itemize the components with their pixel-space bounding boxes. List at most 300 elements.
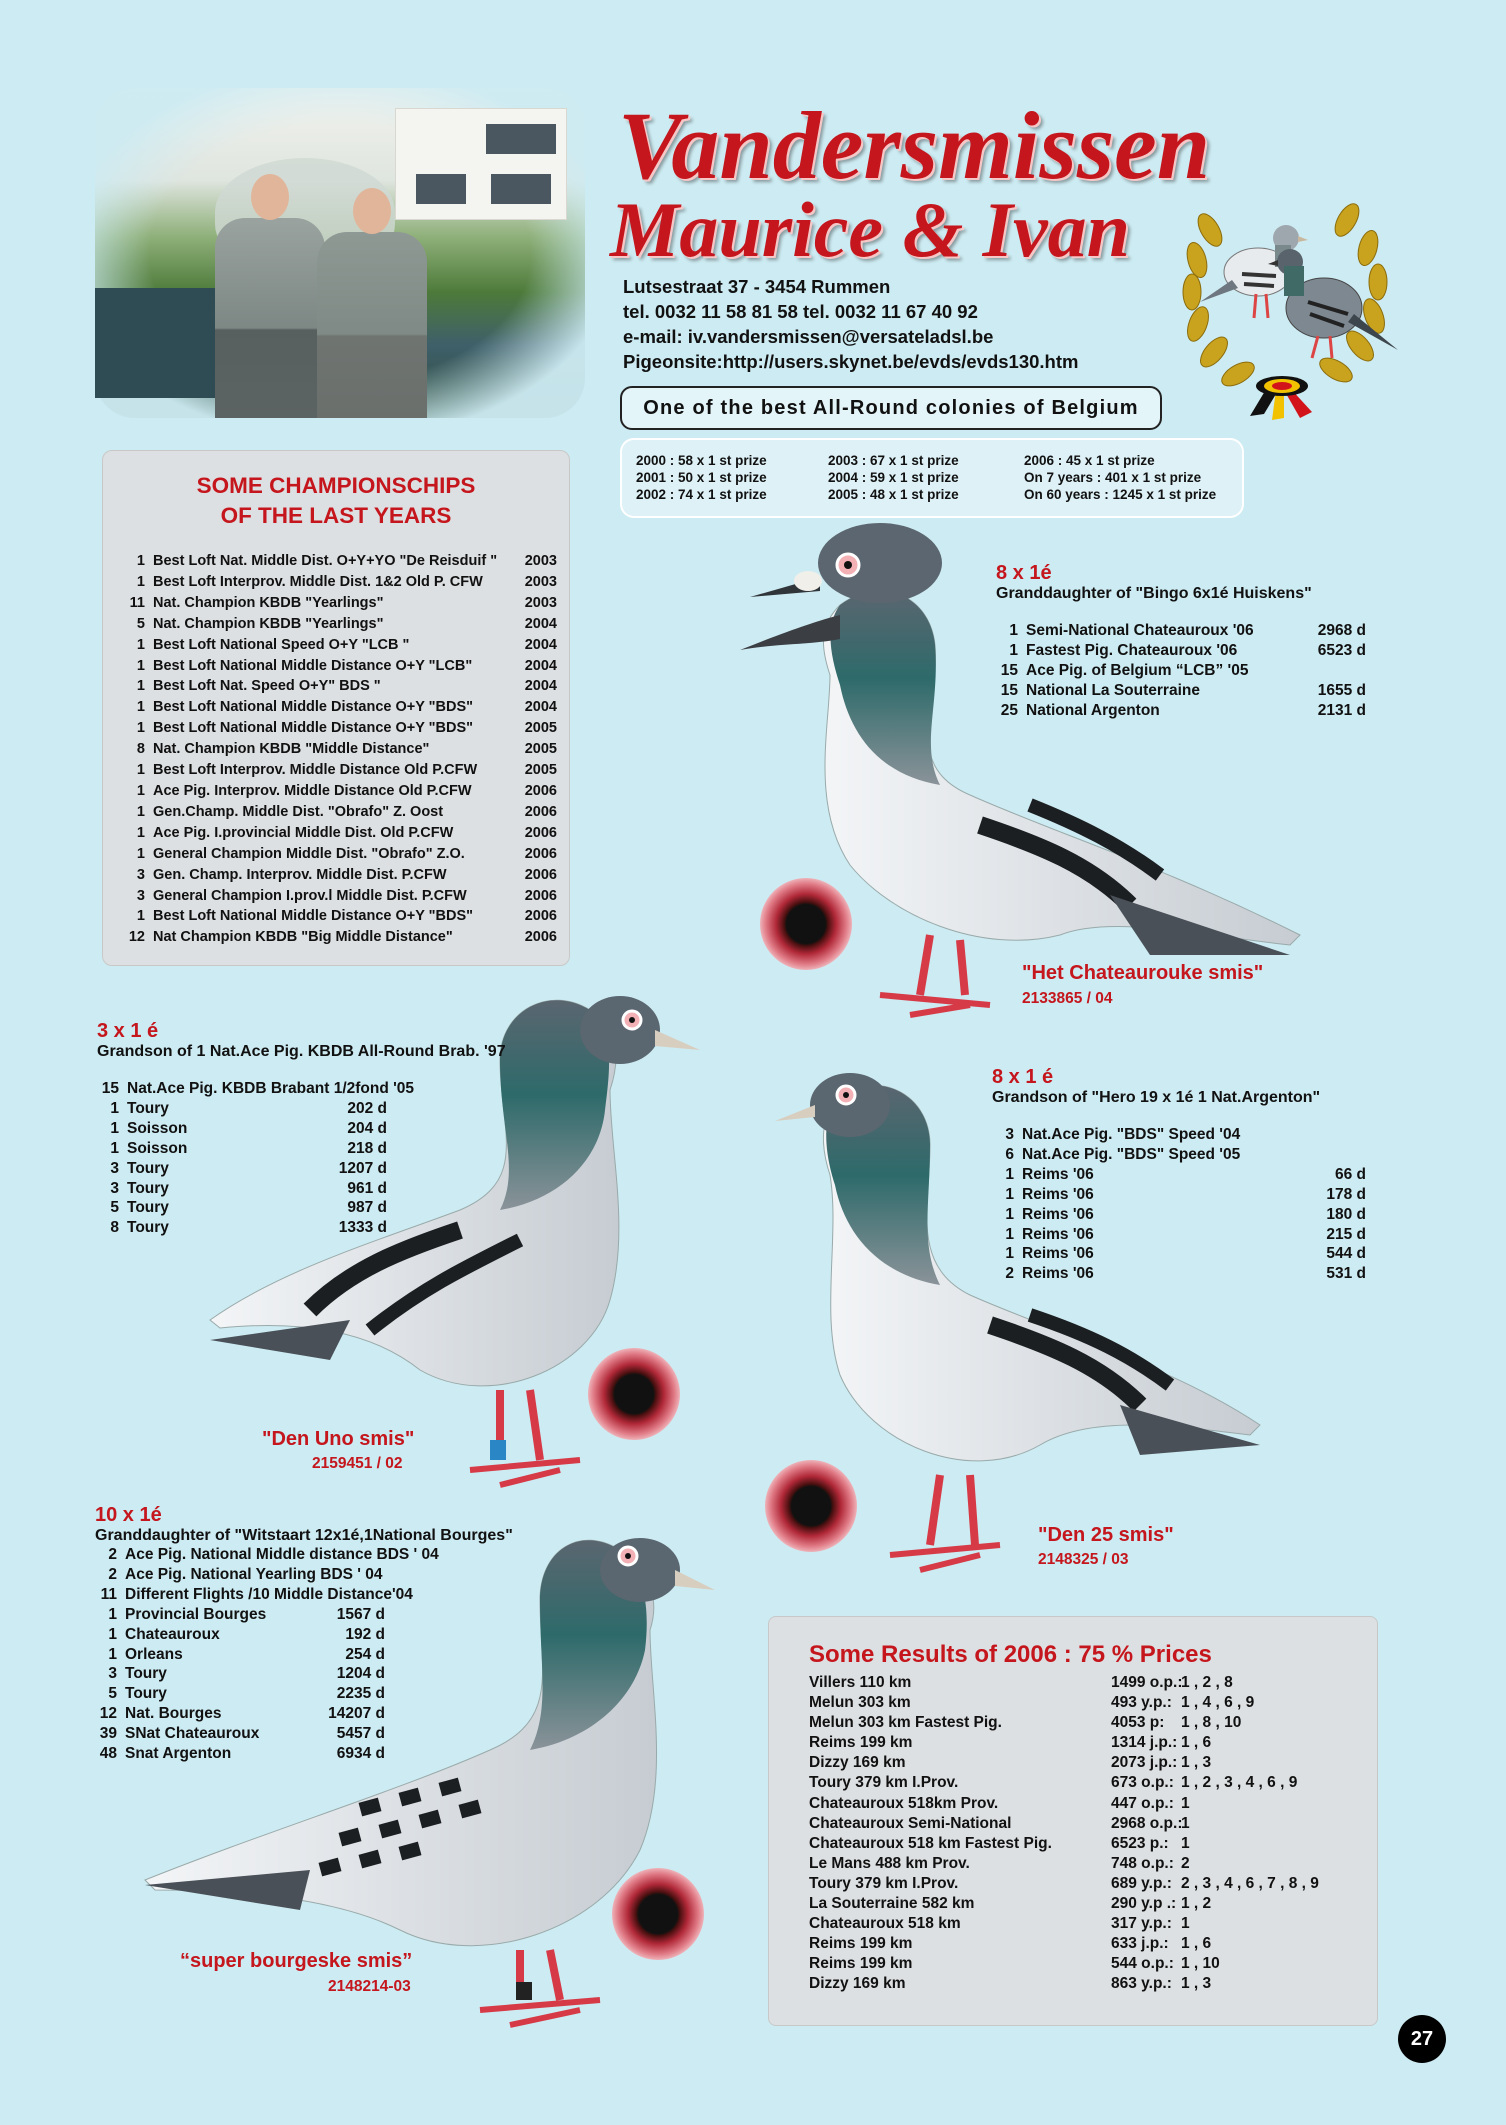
championship-title: Best Loft Nat. Middle Dist. O+Y+YO "De Reisduif " [153, 553, 498, 569]
bird-result-row [95, 1625, 385, 1645]
result-race: Toury [127, 1179, 169, 1197]
bird-result-row [97, 1079, 415, 1099]
result-entries: 14207 d [328, 1705, 385, 1723]
result-rank: 12 [99, 1705, 117, 1723]
result-2006-race: Reims 199 km [809, 1935, 913, 1953]
result-2006-race: La Souterraine 582 km [809, 1895, 975, 1913]
bird-result-row [97, 1119, 387, 1139]
result-2006-entries: 4053 p: [1111, 1714, 1165, 1732]
championship-row [117, 739, 557, 760]
bird-result-row [996, 621, 1366, 641]
result-2006-row [809, 1794, 1369, 1814]
result-2006-race: Le Mans 488 km Prov. [809, 1854, 970, 1872]
result-entries: 215 d [1326, 1225, 1366, 1243]
result-race: Toury [125, 1665, 167, 1683]
result-rank: 1 [1005, 1205, 1014, 1223]
championship-rank: 1 [136, 678, 145, 695]
championship-row [117, 802, 557, 823]
result-2006-entries: 673 o.p.: [1111, 1774, 1174, 1792]
result-2006-row [809, 1894, 1369, 1914]
championships-box [102, 450, 570, 966]
result-2006-row [809, 1753, 1369, 1773]
title-line1: Vandersmissen [618, 92, 1211, 199]
championship-rank: 1 [136, 699, 145, 716]
championship-rank: 12 [128, 929, 145, 946]
result-2006-places: 1 , 8 , 10 [1181, 1714, 1242, 1732]
championship-year: 2005 [524, 762, 557, 779]
person-right [317, 232, 427, 418]
championship-title: Best Loft National Middle Distance O+Y "BDS" [153, 720, 474, 737]
den25-info [992, 1066, 1366, 1284]
bird-result-row [996, 681, 1366, 701]
uno-results [97, 1079, 415, 1238]
den25-ring: 2148325 / 03 [1038, 1551, 1129, 1568]
motto-banner: One of the best All-Round colonies of Belgium [620, 386, 1162, 430]
bird-result-row [95, 1545, 439, 1565]
championship-rank: 1 [136, 824, 145, 841]
result-rank: 1 [108, 1625, 117, 1643]
result-2006-places: 1 [1181, 1794, 1190, 1812]
result-race: Toury [127, 1219, 169, 1237]
bird-result-row [97, 1139, 387, 1159]
bird-result-row [95, 1565, 385, 1585]
bird-result-row [95, 1605, 385, 1625]
prize-line: 2001 : 50 x 1 st prize [636, 470, 767, 485]
bird-result-row [95, 1585, 413, 1605]
championship-year: 2004 [524, 678, 557, 695]
championship-row [117, 697, 557, 718]
championship-row [117, 593, 557, 614]
championship-rank: 3 [136, 887, 145, 904]
email: e-mail: iv.vandersmissen@versateladsl.be [623, 326, 994, 347]
bird-result-row [97, 1179, 387, 1199]
result-rank: 1 [108, 1605, 117, 1623]
bird-result-row [95, 1704, 385, 1724]
result-entries: 192 d [345, 1625, 385, 1643]
result-race: Reims '06 [1022, 1205, 1094, 1223]
championship-title: Best Loft Interprov. Middle Distance Old P.CFW [153, 762, 478, 779]
prize-line: 2000 : 58 x 1 st prize [636, 453, 767, 468]
championship-year: 2006 [524, 782, 557, 799]
results-2006-list [809, 1673, 1369, 1995]
result-rank: 25 [1000, 701, 1018, 719]
result-rank: 48 [99, 1745, 117, 1763]
result-entries: 531 d [1326, 1265, 1366, 1283]
uno-ring: 2159451 / 02 [312, 1455, 403, 1472]
uno-wins: 3 x 1 é [97, 1020, 159, 1042]
result-2006-row [809, 1773, 1369, 1793]
result-race: Nat.Ace Pig. "BDS" Speed '04 [1022, 1126, 1241, 1143]
championship-title: General Champion Middle Dist. "Obrafo" Z.O. [153, 845, 465, 862]
championship-row [117, 551, 557, 572]
result-2006-entries: 748 o.p.: [1111, 1854, 1174, 1872]
result-rank: 1 [1009, 641, 1018, 659]
result-2006-race: Toury 379 km I.Prov. [809, 1874, 959, 1892]
result-2006-places: 1 , 2 , 8 [1181, 1674, 1233, 1691]
result-race: Reims '06 [1022, 1185, 1094, 1203]
result-2006-entries: 290 y.p .: [1111, 1895, 1177, 1913]
result-rank: 1 [110, 1099, 119, 1117]
result-rank: 11 [100, 1585, 117, 1603]
championship-rank: 3 [136, 866, 145, 883]
result-2006-row [809, 1693, 1369, 1713]
result-entries: 6523 d [1317, 641, 1366, 659]
result-entries: 202 d [347, 1099, 387, 1117]
result-race: Ace Pig. National Yearling BDS ' 04 [125, 1565, 383, 1583]
result-race: Toury [127, 1099, 169, 1117]
championship-rank: 1 [136, 720, 145, 737]
championship-title: Ace Pig. I.provincial Middle Dist. Old P.CFW [153, 824, 454, 841]
championship-row [117, 760, 557, 781]
result-rank: 1 [110, 1119, 119, 1137]
result-entries: 66 d [1334, 1165, 1366, 1183]
result-rank: 1 [1005, 1245, 1014, 1263]
chateaurouke-ring: 2133865 / 04 [1022, 990, 1113, 1007]
championship-rank: 1 [136, 762, 145, 779]
title-line2: Maurice & Ivan [610, 186, 1131, 273]
result-entries: 1207 d [338, 1159, 387, 1177]
bird-result-row [95, 1664, 385, 1684]
result-entries: 2968 d [1317, 622, 1366, 639]
championship-title: Gen. Champ. Interprov. Middle Dist. P.CFW [153, 866, 447, 883]
championship-rank: 1 [136, 553, 145, 569]
result-rank: 15 [1000, 681, 1018, 699]
championship-year: 2004 [524, 615, 557, 632]
bourgeske-info [95, 1504, 513, 1764]
result-rank: 15 [1000, 661, 1018, 679]
result-2006-places: 1 [1181, 1834, 1190, 1852]
result-2006-entries: 6523 p.: [1111, 1834, 1169, 1852]
bird-result-row [97, 1218, 387, 1238]
bourgeske-wins: 10 x 1é [95, 1504, 162, 1526]
result-race: Nat. Bourges [125, 1705, 222, 1723]
prize-line: 2002 : 74 x 1 st prize [636, 487, 767, 502]
result-2006-places: 1 [1181, 1814, 1190, 1832]
bird-result-row [97, 1099, 387, 1119]
den25-pedigree: Grandson of "Hero 19 x 1é 1 Nat.Argenton" [992, 1089, 1321, 1106]
championship-year: 2003 [524, 553, 557, 569]
telephone: tel. 0032 11 58 81 58 tel. 0032 11 67 40 92 [623, 301, 978, 322]
prize-summary [620, 438, 1244, 518]
result-2006-entries: 689 y.p.: [1111, 1874, 1172, 1892]
bird-result-row [95, 1724, 385, 1744]
result-2006-places: 1 , 10 [1181, 1955, 1220, 1973]
result-2006-race: Chateauroux 518km Prov. [809, 1794, 999, 1812]
bird-result-row [992, 1145, 1366, 1165]
bird-result-row [996, 701, 1366, 721]
result-2006-places: 1 , 4 , 6 , 9 [1181, 1694, 1255, 1712]
championship-row [117, 718, 557, 739]
championship-year: 2004 [524, 699, 557, 716]
result-race: Toury [127, 1159, 169, 1177]
result-race: Snat Argenton [125, 1745, 232, 1763]
result-rank: 1 [110, 1139, 119, 1157]
result-race: Chateauroux [125, 1625, 220, 1643]
championship-year: 2003 [524, 594, 557, 611]
bourgeske-pedigree: Granddaughter of "Witstaart 12x1é,1National Bourges" [95, 1527, 513, 1544]
championship-rank: 11 [129, 594, 145, 611]
championship-title: Best Loft National Middle Distance O+Y "BDS" [153, 908, 474, 925]
result-race: Different Flights /10 Middle Distance'04 [125, 1585, 413, 1603]
result-2006-race: Villers 110 km [809, 1674, 912, 1691]
result-2006-race: Chateauroux Semi-National [809, 1814, 1012, 1832]
result-entries: 6934 d [336, 1745, 385, 1763]
result-entries: 987 d [347, 1199, 387, 1217]
championship-title: Best Loft National Speed O+Y "LCB " [153, 636, 410, 653]
belgian-ribbon-icon [1250, 376, 1312, 420]
prize-column [828, 452, 959, 503]
championship-row [117, 614, 557, 635]
person-left [215, 218, 325, 418]
den25-name: "Den 25 smis" [1038, 1524, 1174, 1546]
result-2006-entries: 317 y.p.: [1111, 1915, 1172, 1933]
result-rank: 6 [1005, 1145, 1014, 1163]
championship-title: Best Loft National Middle Distance O+Y "LCB" [153, 657, 473, 674]
bird-result-row [992, 1165, 1366, 1185]
result-entries: 1655 d [1317, 681, 1366, 699]
uno-name: "Den Uno smis" [262, 1428, 415, 1450]
championship-rank: 5 [136, 615, 145, 632]
championship-row [117, 844, 557, 865]
championship-rank: 1 [136, 657, 145, 674]
result-race: Toury [125, 1685, 167, 1703]
bird-result-row [97, 1198, 387, 1218]
result-2006-row [809, 1914, 1369, 1934]
result-2006-entries: 633 j.p.: [1111, 1935, 1169, 1953]
chateaurouke-name: "Het Chateaurouke smis" [1022, 962, 1264, 984]
result-2006-places: 1 , 6 [1181, 1734, 1212, 1752]
result-race: Toury [127, 1199, 169, 1217]
result-2006-places: 1 [1181, 1915, 1190, 1933]
prize-line: 2005 : 48 x 1 st prize [828, 487, 959, 502]
championship-row [117, 635, 557, 656]
championship-row [117, 865, 557, 886]
result-2006-row [809, 1834, 1369, 1854]
result-2006-entries: 2073 j.p.: [1111, 1754, 1178, 1772]
result-2006-places: 2 [1181, 1854, 1190, 1872]
result-2006-row [809, 1874, 1369, 1894]
result-2006-row [809, 1814, 1369, 1834]
bourgeske-results [95, 1545, 439, 1764]
header-photo [95, 88, 585, 418]
championship-row [117, 823, 557, 844]
result-race: Reims '06 [1022, 1225, 1094, 1243]
result-race: Semi-National Chateauroux '06 [1026, 622, 1254, 639]
result-2006-race: Toury 379 km I.Prov. [809, 1774, 959, 1792]
result-2006-race: Melun 303 km [809, 1694, 911, 1712]
championship-rank: 1 [136, 908, 145, 925]
result-race: National La Souterraine [1026, 681, 1200, 699]
championship-rank: 8 [136, 741, 145, 758]
championship-title: Nat. Champion KBDB "Yearlings" [153, 594, 384, 611]
bird-result-row [996, 641, 1366, 661]
result-race: Fastest Pig. Chateauroux '06 [1026, 641, 1238, 659]
bird-result-row [992, 1185, 1366, 1205]
eye-bourgeske-icon [612, 1868, 704, 1960]
championship-year: 2005 [524, 720, 557, 737]
chateaurouke-pedigree: Granddaughter of "Bingo 6x1é Huiskens" [996, 585, 1312, 602]
result-2006-row [809, 1733, 1369, 1753]
prize-column [1024, 452, 1216, 503]
bird-result-row [996, 661, 1366, 681]
result-race: Reims '06 [1022, 1265, 1094, 1283]
eye-chateaurouke-icon [760, 878, 852, 970]
result-entries: 2131 d [1317, 701, 1366, 719]
result-race: National Argenton [1026, 701, 1160, 719]
result-rank: 15 [101, 1080, 119, 1097]
championships-title: SOME CHAMPIONSCHIPS OF THE LAST YEARS [196, 473, 476, 528]
result-rank: 3 [108, 1665, 117, 1683]
championship-title: Best Loft National Middle Distance O+Y "BDS" [153, 699, 474, 716]
bird-result-row [95, 1684, 385, 1704]
result-entries: 178 d [1326, 1185, 1366, 1203]
result-2006-entries: 493 y.p.: [1111, 1694, 1172, 1712]
den25-results [992, 1125, 1366, 1284]
result-entries: 180 d [1326, 1205, 1366, 1223]
result-2006-race: Reims 199 km [809, 1955, 913, 1973]
result-2006-entries: 863 y.p.: [1111, 1975, 1172, 1993]
result-entries: 961 d [347, 1179, 387, 1197]
result-race: Ace Pig. of Belgium “LCB” '05 [1026, 661, 1249, 679]
result-race: Nat.Ace Pig. KBDB Brabant 1/2fond '05 [127, 1080, 415, 1097]
result-rank: 39 [99, 1725, 117, 1743]
championship-title: Nat Champion KBDB "Big Middle Distance" [153, 929, 453, 946]
championship-title: Ace Pig. Interprov. Middle Distance Old P.CFW [153, 782, 472, 799]
championship-year: 2006 [524, 929, 557, 946]
championship-rank: 1 [136, 636, 145, 653]
uno-info [97, 1020, 506, 1238]
eye-den25-icon [765, 1460, 857, 1552]
result-2006-entries: 447 o.p.: [1111, 1794, 1174, 1812]
result-rank: 5 [110, 1199, 119, 1217]
championship-row [117, 781, 557, 802]
result-2006-row [809, 1954, 1369, 1974]
result-entries: 1333 d [338, 1219, 387, 1237]
bird-result-row [992, 1264, 1366, 1284]
result-rank: 1 [1009, 622, 1018, 639]
championship-rank: 1 [136, 573, 145, 590]
result-entries: 5457 d [336, 1725, 385, 1743]
championship-title: Best Loft Nat. Speed O+Y" BDS " [153, 678, 381, 695]
championship-row [117, 656, 557, 677]
result-2006-race: Reims 199 km [809, 1734, 913, 1752]
result-rank: 1 [108, 1645, 117, 1663]
results-2006-title: Some Results of 2006 : 75 % Prices [809, 1641, 1212, 1668]
bourgeske-ring: 2148214-03 [328, 1978, 411, 1995]
chateaurouke-info [996, 562, 1366, 721]
result-race: Reims '06 [1022, 1165, 1094, 1183]
result-rank: 3 [110, 1159, 119, 1177]
championship-year: 2006 [524, 845, 557, 862]
result-race: Orleans [125, 1645, 183, 1663]
championship-rank: 1 [136, 782, 145, 799]
result-entries: 2235 d [336, 1685, 385, 1703]
result-race: Nat.Ace Pig. "BDS" Speed '05 [1022, 1145, 1241, 1163]
website: Pigeonsite:http://users.skynet.be/evds/evds130.htm [623, 351, 1079, 372]
contact-block [623, 274, 1078, 374]
result-race: Soisson [127, 1119, 188, 1137]
result-rank: 3 [1005, 1126, 1014, 1143]
bird-result-row [95, 1645, 385, 1665]
house [395, 108, 567, 220]
result-2006-places: 1 , 3 [1181, 1754, 1212, 1772]
championship-year: 2006 [524, 866, 557, 883]
prize-line: 2006 : 45 x 1 st prize [1024, 453, 1155, 468]
result-2006-row [809, 1713, 1369, 1733]
result-2006-row [809, 1974, 1369, 1994]
result-2006-places: 1 , 2 [1181, 1895, 1212, 1913]
championship-row [117, 886, 557, 907]
result-2006-places: 1 , 3 [1181, 1975, 1212, 1993]
bird-result-row [992, 1244, 1366, 1264]
championship-year: 2004 [524, 636, 557, 653]
championship-row [117, 906, 557, 927]
result-2006-race: Melun 303 km Fastest Pig. [809, 1714, 1002, 1732]
result-entries: 218 d [347, 1139, 387, 1157]
chateaurouke-wins: 8 x 1é [996, 562, 1052, 584]
address: Lutsestraat 37 - 3454 Rummen [623, 276, 891, 297]
championship-row [117, 676, 557, 697]
result-2006-places: 1 , 2 , 3 , 4 , 6 , 9 [1181, 1774, 1298, 1792]
result-2006-row [809, 1854, 1369, 1874]
result-rank: 2 [108, 1546, 117, 1563]
result-2006-row [809, 1673, 1369, 1693]
championship-year: 2006 [524, 824, 557, 841]
championship-year: 2005 [524, 741, 557, 758]
uno-pedigree: Grandson of 1 Nat.Ace Pig. KBDB All-Round Brab. '97 [97, 1043, 506, 1060]
championship-row [117, 927, 557, 948]
result-entries: 1204 d [336, 1665, 385, 1683]
result-rank: 1 [1005, 1185, 1014, 1203]
championship-title: Nat. Champion KBDB "Middle Distance" [153, 741, 430, 758]
result-race: Provincial Bourges [125, 1605, 267, 1623]
eye-uno-icon [588, 1348, 680, 1440]
championships-list [117, 551, 557, 948]
result-2006-entries: 1499 o.p.: [1111, 1674, 1183, 1691]
championship-year: 2004 [524, 657, 557, 674]
result-2006-entries: 544 o.p.: [1111, 1955, 1174, 1973]
result-race: SNat Chateauroux [125, 1725, 260, 1743]
bird-result-row [992, 1125, 1366, 1145]
championship-year: 2006 [524, 887, 557, 904]
championship-title: General Champion I.prov.l Middle Dist. P.CFW [153, 887, 467, 904]
result-race: Reims '06 [1022, 1245, 1094, 1263]
chateaurouke-results [996, 621, 1366, 721]
championship-year: 2006 [524, 803, 557, 820]
den25-wins: 8 x 1 é [992, 1066, 1054, 1088]
result-2006-places: 2 , 3 , 4 , 6 , 7 , 8 , 9 [1181, 1874, 1319, 1892]
result-race: Ace Pig. National Middle distance BDS ' 04 [125, 1546, 439, 1563]
prize-line: 2004 : 59 x 1 st prize [828, 470, 959, 485]
result-rank: 2 [1005, 1265, 1014, 1283]
result-rank: 1 [1005, 1225, 1014, 1243]
bird-result-row [992, 1205, 1366, 1225]
results-2006-box [768, 1616, 1378, 2026]
result-2006-race: Dizzy 169 km [809, 1975, 906, 1993]
championship-year: 2003 [524, 573, 557, 590]
prize-line: On 7 years : 401 x 1 st prize [1024, 470, 1202, 485]
result-2006-race: Dizzy 169 km [809, 1754, 906, 1772]
result-rank: 1 [1005, 1165, 1014, 1183]
championship-title: Gen.Champ. Middle Dist. "Obrafo" Z. Oost [153, 803, 444, 820]
prize-column [636, 452, 767, 503]
result-2006-entries: 2968 o.p.: [1111, 1814, 1183, 1832]
championship-rank: 1 [136, 845, 145, 862]
result-rank: 8 [110, 1219, 119, 1237]
prize-line: On 60 years : 1245 x 1 st prize [1024, 487, 1217, 502]
result-2006-row [809, 1934, 1369, 1954]
result-2006-race: Chateauroux 518 km Fastest Pig. [809, 1834, 1052, 1852]
